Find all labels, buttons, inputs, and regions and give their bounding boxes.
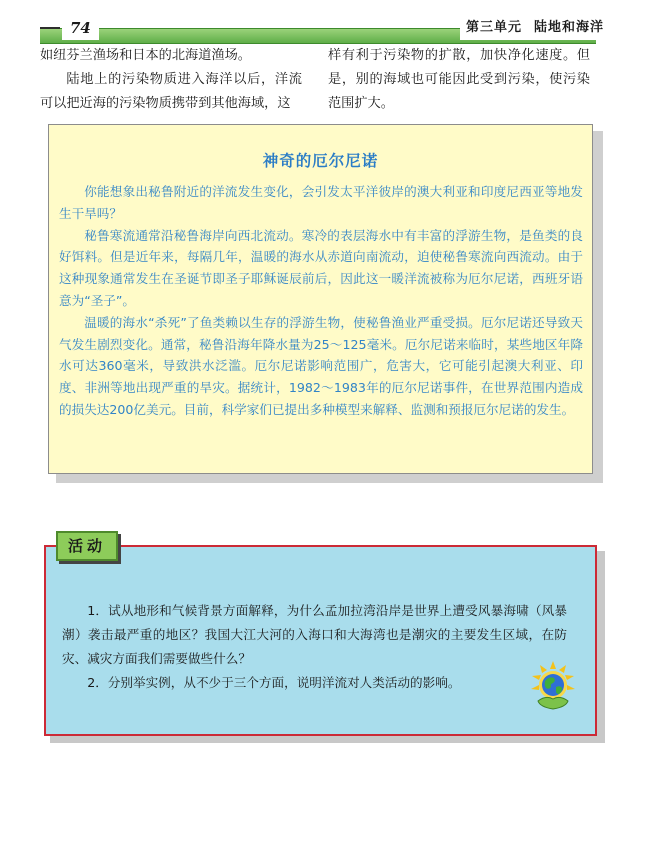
story-box (48, 124, 593, 474)
activity-box (44, 545, 597, 736)
left-column-line: 如纽芬兰渔场和日本的北海道渔场。 (40, 48, 251, 63)
page-number: 74 (62, 16, 99, 40)
globe-icon (530, 661, 576, 711)
unit-title: 陆地和海洋 (533, 20, 604, 35)
activity-label: 活动 (56, 531, 118, 561)
story-title: 神奇的厄尔尼诺 (262, 152, 379, 170)
activity-body (62, 599, 567, 695)
story-paragraph: 你能想象出秘鲁附近的洋流发生变化，会引发太平洋彼岸的澳大利亚和印度尼西亚等地发生干旱吗？ (59, 184, 583, 221)
story-body (59, 181, 583, 421)
right-column (328, 44, 590, 116)
left-column (40, 44, 302, 116)
story-paragraph: 温暖的海水“杀死”了鱼类赖以生存的浮游生物，使秘鲁渔业严重受损。厄尔尼诺还导致天气发生剧烈变化。通常，秘鲁沿海年降水量为25～125毫米。厄尔尼诺来临时，某些地区年降水可达360毫米，导致洪水泛滥。厄尔尼诺影响范围广，危害大，它可能引起澳大利亚、印度、非洲等地出现严重的旱灾。据统计，1982～1983年的厄尔尼诺事件，在世界范围内造成的损失达200亿美元。目前，科学家们已提出多种模型来解释、监测和预报厄尔尼诺的发生。 (59, 314, 583, 417)
activity-question: 2．分别举实例，从不少于三个方面，说明洋流对人类活动的影响。 (87, 675, 461, 690)
left-column-paragraph: 陆地上的污染物质进入海洋以后，洋流可以把近海的污染物质携带到其他海域，这 (40, 72, 302, 111)
right-column-paragraph: 样有利于污染物的扩散，加快净化速度。但是，别的海域也可能因此受到污染，使污染范围扩大。 (328, 48, 590, 111)
unit-heading (460, 16, 610, 40)
story-paragraph: 秘鲁寒流通常沿秘鲁海岸向西北流动。寒冷的表层海水中有丰富的浮游生物，是鱼类的良好饵料。但是近年来，每隔几年，温暖的海水从赤道向南流动，迫使秘鲁寒流向西流动。由于这种现象通常发生在圣诞节即圣子耶稣诞辰前后，因此这一暖洋流被称为厄尔尼诺，西班牙语意为“圣子”。 (59, 227, 583, 308)
header-rule (40, 27, 60, 29)
unit-label: 第三单元 (465, 20, 522, 35)
activity-question: 1．试从地形和气候背景方面解释，为什么孟加拉湾沿岸是世界上遭受风暴海啸（风暴潮）袭击最严重的地区？我国大江大河的入海口和大海湾也是潮灾的主要发生区域，在防灾、减灾方面我们需要做些什么？ (62, 603, 567, 666)
